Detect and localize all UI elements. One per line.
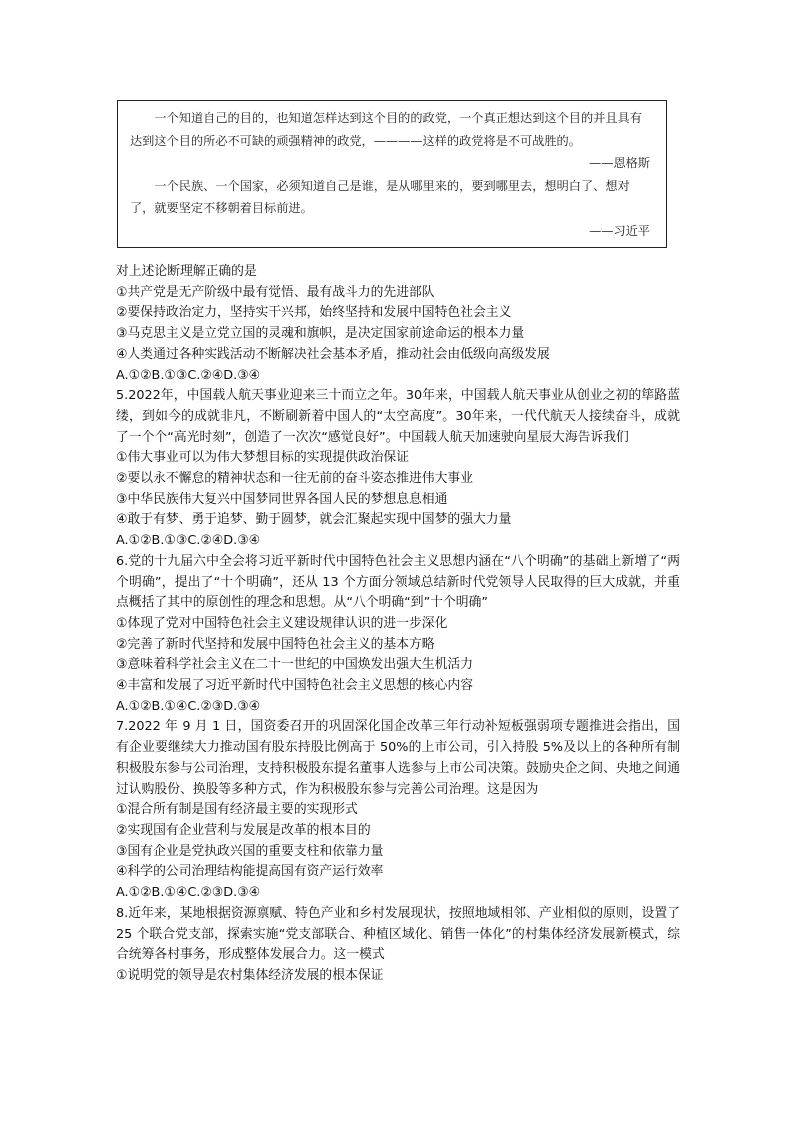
- question-6-stem: 6.党的十九届六中全会将习近平新时代中国特色社会主义思想内涵在“八个明确”的基础上新增了“两个明确”，提出了“十个明确”，还从 13 个方面分领域总结新时代党领导人民取得的巨大成就，并重点概括了其中的原创性的理念和思想。从“八个明确“到”十个明确”: [116, 553, 680, 611]
- question-7-choices: A.①②B.①④C.②③D.③④: [116, 885, 261, 901]
- question-4-option-4: ④人类通过各种实践活动不断解决社会基本矛盾，推动社会由低级向高级发展: [116, 346, 550, 362]
- question-7: [116, 717, 680, 903]
- question-7-option-4: ④科学的公司治理结构能提高国有资产运行效率: [116, 864, 384, 880]
- question-5-stem: 5.2022年，中国载人航天事业迎来三十而立之年。30年来，中国载人航天事业从创业之初的筚路蓝缕，到如今的成就非凡，不断刷新着中国人的“太空高度”。30年来，一代代航天人接续奋斗，成就了一个个“高光时刻”，创造了一次次“感觉良好”。中国载人航天加速驶向星辰大海告诉我们: [116, 388, 680, 445]
- question-5: [116, 386, 680, 552]
- quote-engels-text: 一个知道自己的目的，也知道怎样达到这个目的的政党，一个真正想达到这个目的并且具有达到这个目的所必不可缺的顽强精神的政党，————这样的政党将是不可战胜的。: [130, 111, 642, 148]
- question-5-option-1: ①伟大事业可以为伟大梦想目标的实现提供政治保证: [116, 450, 410, 466]
- question-4-choices: A.①②B.①③C.②④D.③④: [116, 367, 261, 383]
- quote-xi-text: 一个民族、一个国家，必须知道自己是谁，是从哪里来的，要到哪里去，想明白了、想对了，就要坚定不移朝着目标前进。: [130, 178, 630, 215]
- question-7-stem: 7.2022 年 9 月 1 日，国资委召开的巩固深化国企改革三年行动补短板强弱项专题推进会指出，国有企业要继续大力推动国有股东持股比例高于 50%的上市公司，引入持股 5%及以上的各种所有制积极股东参与公司治理，支持积极股东提名董事人选参与上市公司决策。鼓励央企之间、央地之间通过认购股份、换股等多种方式，作为积极股东参与完善公司治理。这是因为: [116, 719, 680, 797]
- question-4-stem: 对上述论断理解正确的是: [116, 264, 257, 279]
- question-8-option-1: ①说明党的领导是农村集体经济发展的根本保证: [116, 967, 384, 983]
- question-5-option-3: ③中华民族伟大复兴中国梦同世界各国人民的梦想息息相通: [116, 491, 448, 507]
- question-4-option-2: ②要保持政治定力，坚持实干兴邦，始终坚持和发展中国特色社会主义: [116, 305, 512, 321]
- quote-box: [117, 100, 667, 248]
- question-6-option-3: ③意味着科学社会主义在二十一世纪的中国焕发出强大生机活力: [116, 657, 473, 673]
- quote-xi-author: ——习近平: [589, 223, 650, 238]
- question-6: [116, 552, 680, 718]
- question-6-option-2: ②完善了新时代坚持和发展中国特色社会主义的基本方略: [116, 636, 435, 652]
- question-7-option-1: ①混合所有制是国有经济最主要的实现形式: [116, 802, 358, 818]
- question-7-option-2: ②实现国有企业营利与发展是改革的根本目的: [116, 822, 371, 838]
- question-8: [116, 904, 680, 987]
- question-6-option-1: ①体现了党对中国特色社会主义建设规律认识的进一步深化: [116, 615, 448, 631]
- question-list: [116, 262, 680, 987]
- question-5-option-2: ②要以永不懈怠的精神状态和一往无前的奋斗姿态推进伟大事业: [116, 471, 473, 487]
- question-7-option-3: ③国有企业是党执政兴国的重要支柱和依靠力量: [116, 843, 384, 859]
- question-4-option-1: ①共产党是无产阶级中最有觉悟、最有战斗力的先进部队: [116, 284, 435, 300]
- quote-engels-author: ——恩格斯: [589, 156, 650, 170]
- question-6-choices: A.①②B.①④C.②③D.③④: [116, 698, 261, 714]
- question-6-option-4: ④丰富和发展了习近平新时代中国特色社会主义思想的核心内容: [116, 678, 473, 694]
- question-5-choices: A.①②B.①③C.②④D.③④: [116, 533, 261, 549]
- question-4: [116, 262, 680, 386]
- question-4-option-3: ③马克思主义是立党立国的灵魂和旗帜，是决定国家前途命运的根本力量: [116, 326, 525, 342]
- question-8-stem: 8.近年来，某地根据资源禀赋、特色产业和乡村发展现状，按照地域相邻、产业相似的原则，设置了 25 个联合党支部，探索实施“党支部联合、种植区域化、销售一体化”的村集体经济发展新模式，综合统筹各村事务，形成整体发展合力。这一模式: [116, 905, 680, 963]
- question-5-option-4: ④敢于有梦、勇于追梦、勤于圆梦，就会汇聚起实现中国梦的强大力量: [116, 512, 512, 528]
